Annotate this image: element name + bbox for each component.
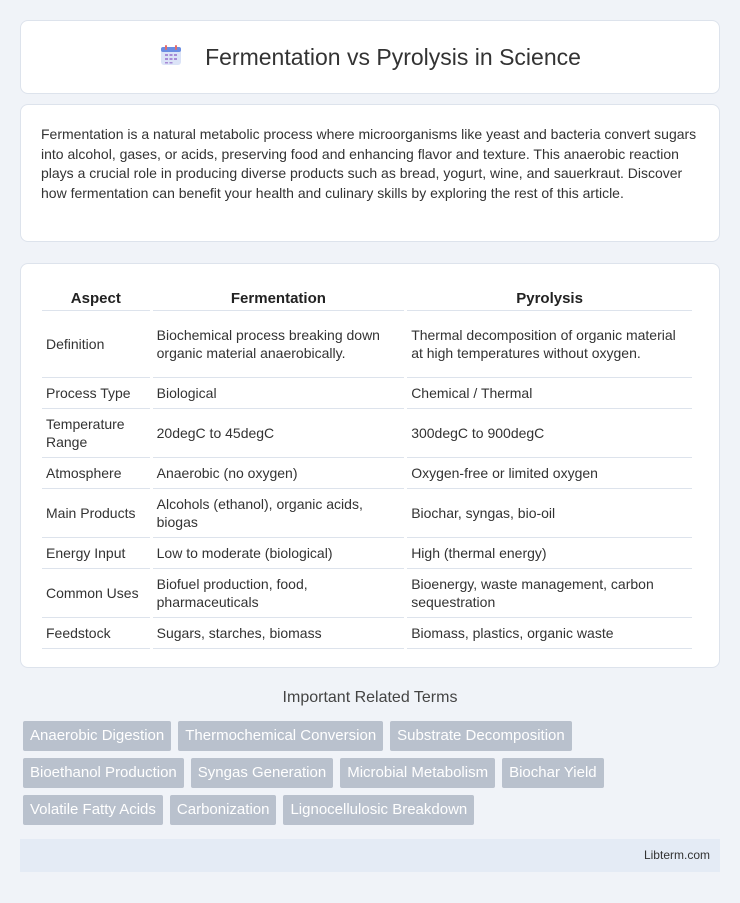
header-pyrolysis: Pyrolysis — [407, 284, 692, 311]
table-row — [42, 538, 692, 569]
page-title: Fermentation vs Pyrolysis in Science — [205, 43, 581, 70]
related-term-tag[interactable]: Anaerobic Digestion — [23, 721, 171, 751]
related-term-tag[interactable]: Volatile Fatty Acids — [23, 795, 163, 825]
cell-fermentation: Alcohols (ethanol), organic acids, biogas — [153, 489, 405, 538]
related-terms-list — [23, 721, 723, 825]
header-aspect: Aspect — [42, 284, 150, 311]
related-term-tag[interactable]: Biochar Yield — [502, 758, 604, 788]
footer — [20, 839, 720, 872]
related-term-tag[interactable]: Carbonization — [170, 795, 277, 825]
header-card — [20, 20, 720, 94]
cell-aspect: Atmosphere — [42, 458, 150, 489]
cell-fermentation: Biofuel production, food, pharmaceuticals — [153, 569, 405, 618]
cell-aspect: Temperature Range — [42, 409, 150, 458]
cell-aspect: Definition — [42, 311, 150, 378]
cell-fermentation: Biochemical process breaking down organic material anaerobically. — [153, 311, 405, 378]
cell-pyrolysis: High (thermal energy) — [407, 538, 692, 569]
cell-aspect: Main Products — [42, 489, 150, 538]
cell-pyrolysis: Bioenergy, waste management, carbon sequestration — [407, 569, 692, 618]
cell-aspect: Common Uses — [42, 569, 150, 618]
comparison-table — [39, 284, 695, 649]
table-row — [42, 489, 692, 538]
intro-text: Fermentation is a natural metabolic process where microorganisms like yeast and bacteria convert sugars into alcohol, gases, or acids, preserving food and enhancing flavor and texture. This anaerobic reaction plays a crucial role in producing diverse products such as bread, yogurt, wine, and sauerkraut. Discover how fermentation can benefit your health and culinary skills by exploring the rest of this article. — [41, 126, 697, 201]
cell-pyrolysis: Biomass, plastics, organic waste — [407, 618, 692, 649]
related-term-tag[interactable]: Lignocellulosic Breakdown — [283, 795, 474, 825]
related-term-tag[interactable]: Bioethanol Production — [23, 758, 184, 788]
related-terms-title: Important Related Terms — [282, 689, 458, 706]
cell-pyrolysis: Thermal decomposition of organic material at high temperatures without oxygen. — [407, 311, 692, 378]
related-term-tag[interactable]: Substrate Decomposition — [390, 721, 572, 751]
table-row — [42, 569, 692, 618]
header-fermentation: Fermentation — [153, 284, 405, 311]
cell-fermentation: 20degC to 45degC — [153, 409, 405, 458]
cell-pyrolysis: 300degC to 900degC — [407, 409, 692, 458]
cell-aspect: Process Type — [42, 378, 150, 409]
cell-fermentation: Biological — [153, 378, 405, 409]
table-row — [42, 378, 692, 409]
table-row — [42, 458, 692, 489]
table-row — [42, 409, 692, 458]
table-row — [42, 618, 692, 649]
footer-site-link[interactable]: Libterm.com — [643, 848, 710, 862]
cell-pyrolysis: Chemical / Thermal — [407, 378, 692, 409]
calendar-icon — [159, 43, 183, 72]
cell-fermentation: Sugars, starches, biomass — [153, 618, 405, 649]
cell-fermentation: Low to moderate (biological) — [153, 538, 405, 569]
cell-aspect: Energy Input — [42, 538, 150, 569]
cell-fermentation: Anaerobic (no oxygen) — [153, 458, 405, 489]
related-term-tag[interactable]: Syngas Generation — [191, 758, 333, 788]
related-term-tag[interactable]: Thermochemical Conversion — [178, 721, 383, 751]
cell-aspect: Feedstock — [42, 618, 150, 649]
table-row — [42, 311, 692, 378]
intro-card — [20, 104, 720, 242]
comparison-table-card — [20, 263, 720, 668]
cell-pyrolysis: Oxygen-free or limited oxygen — [407, 458, 692, 489]
related-term-tag[interactable]: Microbial Metabolism — [340, 758, 495, 788]
cell-pyrolysis: Biochar, syngas, bio-oil — [407, 489, 692, 538]
